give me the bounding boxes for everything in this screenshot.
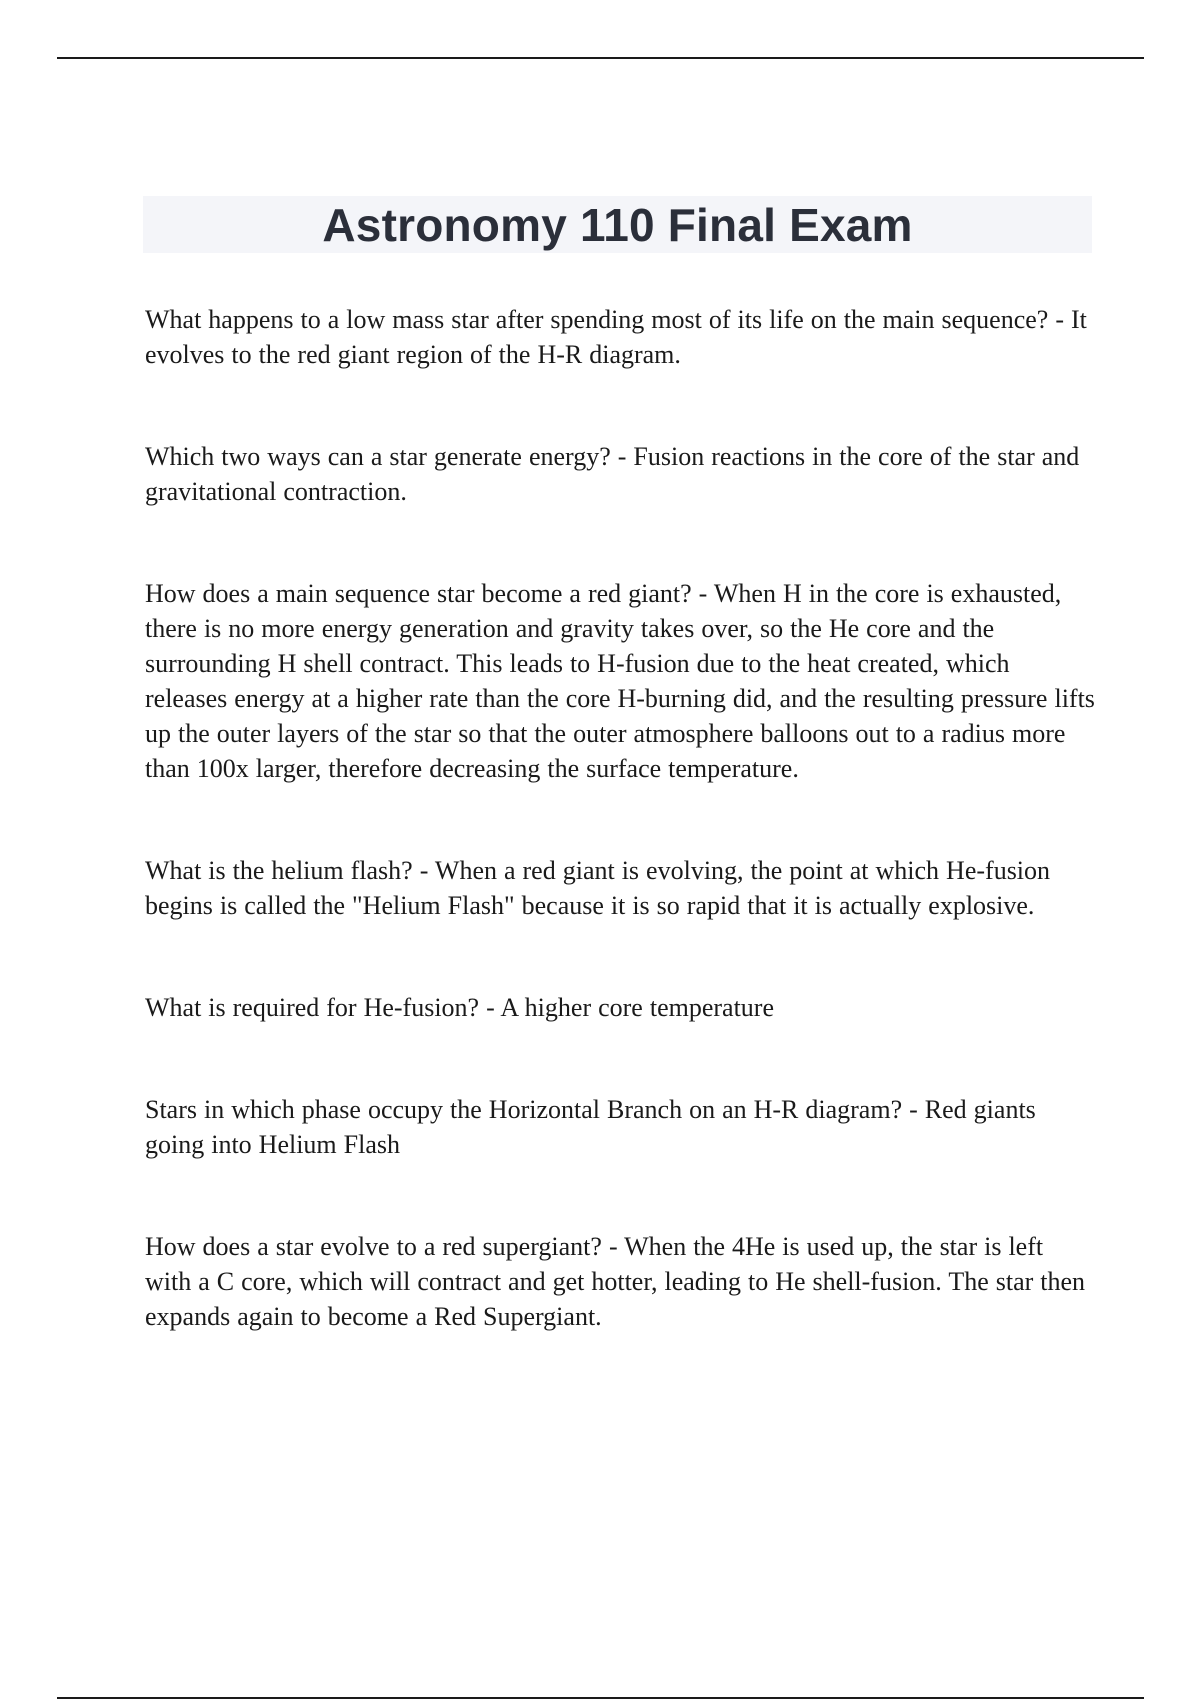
qa-item (145, 1092, 1095, 1162)
title-band (143, 196, 1092, 253)
answer-text: Fusion reactions in the core of the star and gravitational contraction. (145, 442, 1080, 506)
qa-item (145, 302, 1095, 372)
question-text: What happens to a low mass star after spending most of its life on the main sequence? - (145, 305, 1071, 334)
bottom-rule (57, 1697, 1144, 1699)
answer-text: When the 4He is used up, the star is left with a C core, which will contract and get hotter, leading to He shell-fusion. The star then expands again to become a Red Supergiant. (145, 1232, 1086, 1331)
qa-item (145, 853, 1095, 923)
qa-item (145, 439, 1095, 509)
question-text: Stars in which phase occupy the Horizontal Branch on an H-R diagram? - (145, 1095, 925, 1124)
answer-text: A higher core temperature (500, 993, 774, 1022)
qa-item (145, 576, 1095, 786)
answer-text: It evolves to the red giant region of the H-R diagram. (145, 305, 1087, 369)
qa-list (145, 302, 1095, 1401)
question-text: What is required for He-fusion? - (145, 993, 500, 1022)
top-rule (57, 57, 1144, 59)
question-text: What is the helium flash? - (145, 856, 435, 885)
qa-item (145, 1229, 1095, 1334)
qa-item (145, 990, 1095, 1025)
question-text: How does a star evolve to a red supergiant? - (145, 1232, 624, 1261)
answer-text: Red giants going into Helium Flash (145, 1095, 1036, 1159)
answer-text: When a red giant is evolving, the point at which He-fusion begins is called the "Helium Flash" because it is so rapid that it is actually explosive. (145, 856, 1051, 920)
page-title: Astronomy 110 Final Exam (322, 198, 913, 251)
answer-text: When H in the core is exhausted, there is no more energy generation and gravity takes over, so the He core and the surrounding H shell contract. This leads to H-fusion due to the heat created, which releases energy at a higher rate than the core H-burning did, and the resulting pressure lifts up the outer layers of the star so that the outer atmosphere balloons out to a radius more than 100x larger, therefore decreasing the surface temperature. (145, 579, 1095, 783)
question-text: How does a main sequence star become a red giant? - (145, 579, 714, 608)
question-text: Which two ways can a star generate energy? - (145, 442, 633, 471)
